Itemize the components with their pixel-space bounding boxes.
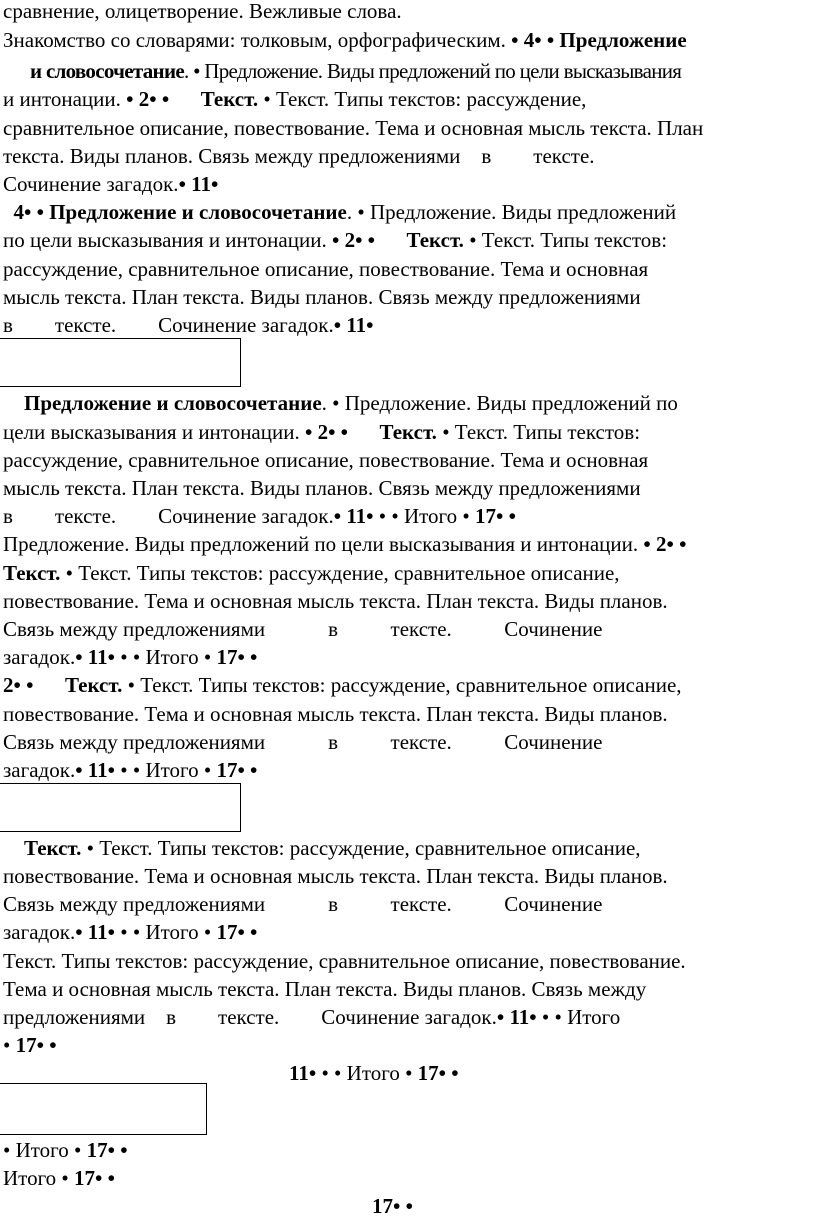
text-line	[3, 700, 668, 728]
text-run: цели высказывания и интонации.	[3, 420, 305, 444]
text-run: Связь между предложениями в тексте. Сочинение	[3, 730, 603, 754]
text-line	[3, 502, 516, 530]
text-line	[3, 283, 641, 311]
bold-text: • 2• •	[643, 532, 687, 556]
text-run: текста. Виды планов. Связь между предложениями в тексте.	[3, 144, 595, 168]
text-run: • Текст. Типы текстов:	[463, 228, 668, 252]
text-run: сравнительное описание, повествование. Тема и основная мысль текста. План	[3, 116, 704, 140]
text-run: загадок.	[3, 645, 76, 669]
text-line	[3, 170, 218, 198]
empty-frame	[0, 338, 241, 387]
text-run: Связь между предложениями в тексте. Сочинение	[3, 892, 603, 916]
text-line	[3, 418, 640, 446]
text-run: загадок.	[3, 758, 76, 782]
text-run: Предложение. Виды предложений по цели высказывания и интонации.	[3, 532, 644, 556]
bold-text: 17• •	[475, 504, 516, 528]
text-run: повествование. Тема и основная мысль текста. План текста. Виды планов.	[3, 702, 668, 726]
bold-text: 17• •	[216, 920, 258, 944]
text-run: Итого •	[3, 1166, 75, 1190]
bold-text: 11•	[289, 1061, 317, 1085]
text-line	[3, 671, 682, 699]
text-run: • • Итого	[536, 1005, 621, 1029]
text-run: • • Итого •	[373, 504, 475, 528]
text-run: . • Предложение. Виды предложений	[346, 200, 677, 224]
text-line	[3, 862, 668, 890]
text-line	[3, 975, 646, 1003]
text-line	[3, 559, 620, 587]
text-line	[3, 198, 676, 226]
text-line	[3, 114, 703, 142]
bold-text: Текст.	[3, 836, 82, 860]
text-run: Сочинение загадок.	[3, 172, 179, 196]
text-line	[3, 255, 648, 283]
bold-text: • 11•	[75, 645, 115, 669]
text-line	[372, 1192, 413, 1220]
text-line	[3, 1003, 620, 1031]
text-line	[3, 1031, 57, 1059]
text-run: Тема и основная мысль текста. План текста. Виды планов. Связь между	[3, 977, 647, 1001]
text-run: повествование. Тема и основная мысль текста. План текста. Виды планов.	[3, 589, 668, 613]
text-line	[3, 0, 402, 25]
bold-text: и словосочетание	[30, 59, 184, 83]
text-run: сравнение, олицетворение. Вежливые слова.	[3, 0, 402, 23]
bold-text: 17• •	[74, 1166, 115, 1190]
text-run: • • Итого •	[114, 920, 217, 944]
text-line	[3, 947, 686, 975]
text-line	[3, 643, 257, 671]
bold-text: 2• • Текст.	[3, 673, 123, 697]
text-run: по цели высказывания и интонации.	[3, 228, 332, 252]
bold-text: 17• •	[15, 1033, 57, 1057]
text-run: • Текст. Типы текстов: рассуждение,	[258, 87, 587, 111]
text-run: в тексте. Сочинение загадок.	[3, 313, 334, 337]
text-line	[3, 446, 648, 474]
bold-text: 17• •	[86, 1138, 128, 1162]
text-run: повествование. Тема и основная мысль текста. План текста. Виды планов.	[3, 864, 668, 888]
text-run: • Текст. Типы текстов: рассуждение, сравнительное описание,	[81, 836, 641, 860]
bold-text: • 11•	[75, 758, 115, 782]
text-line	[3, 728, 602, 756]
text-run: Знакомство со словарями: толковым, орфографическим.	[3, 28, 512, 52]
text-line	[3, 226, 667, 254]
text-line	[3, 918, 257, 946]
text-line	[3, 142, 595, 170]
text-run: • Текст. Типы текстов: рассуждение, сравнительное описание,	[122, 673, 682, 697]
text-run: мысль текста. План текста. Виды планов. Связь между предложениями	[3, 285, 641, 309]
text-run: рассуждение, сравнительное описание, повествование. Тема и основная	[3, 257, 649, 281]
text-run: • Текст. Типы текстов: рассуждение, сравнительное описание,	[60, 561, 620, 585]
bold-text: • 2• • Текст.	[304, 420, 437, 444]
text-line	[3, 85, 586, 113]
text-run: предложениями в тексте. Сочинение загадок.	[3, 1005, 497, 1029]
text-line	[3, 1164, 115, 1192]
bold-text: • 2• • Текст.	[126, 87, 259, 111]
text-run: • Итого •	[3, 1138, 87, 1162]
text-line	[3, 615, 602, 643]
bold-text: 17• •	[216, 645, 258, 669]
text-line	[3, 26, 687, 54]
text-run: . • Предложение. Виды предложений по	[321, 391, 678, 415]
text-line	[3, 474, 641, 502]
text-run: • Текст. Типы текстов:	[436, 420, 641, 444]
text-run: • • Итого •	[316, 1061, 418, 1085]
bold-text: 17• •	[372, 1194, 413, 1218]
text-run: Текст. Типы текстов: рассуждение, сравнительное описание, повествование.	[3, 949, 686, 973]
text-line	[3, 389, 678, 417]
text-line	[3, 834, 641, 862]
text-line	[3, 1136, 128, 1164]
empty-frame	[0, 783, 241, 832]
text-run: • • Итого •	[114, 645, 217, 669]
text-run: рассуждение, сравнительное описание, повествование. Тема и основная	[3, 448, 649, 472]
bold-text: • 11•	[178, 172, 219, 196]
text-run: загадок.	[3, 920, 76, 944]
bold-text: 17• •	[417, 1061, 459, 1085]
text-line	[3, 530, 686, 558]
text-line	[3, 890, 602, 918]
text-run: в тексте. Сочинение загадок.	[3, 504, 334, 528]
text-line	[289, 1059, 459, 1087]
text-line	[3, 311, 374, 339]
text-run: • • Итого •	[114, 758, 217, 782]
bold-text: • 2• • Текст.	[331, 228, 464, 252]
text-line	[30, 57, 681, 85]
bold-text: • 11•	[75, 920, 115, 944]
bold-text: 17• •	[216, 758, 258, 782]
text-line	[3, 587, 668, 615]
bold-text: Предложение и словосочетание	[3, 391, 322, 415]
text-run: мысль текста. План текста. Виды планов. Связь между предложениями	[3, 476, 641, 500]
text-run: . • Предложение. Виды предложений по цели высказывания	[183, 59, 682, 83]
text-run: •	[3, 1033, 16, 1057]
bold-text: • 11•	[333, 504, 374, 528]
bold-text: • 4• • Предложение	[511, 28, 687, 52]
bold-text: Текст.	[3, 561, 61, 585]
empty-frame	[0, 1083, 207, 1135]
text-run: и интонации.	[3, 87, 127, 111]
text-run: Связь между предложениями в тексте. Сочинение	[3, 617, 603, 641]
bold-text: • 11•	[333, 313, 374, 337]
text-line	[3, 756, 257, 784]
bold-text: • 11•	[496, 1005, 537, 1029]
bold-text: 4• • Предложение и словосочетание	[3, 200, 347, 224]
